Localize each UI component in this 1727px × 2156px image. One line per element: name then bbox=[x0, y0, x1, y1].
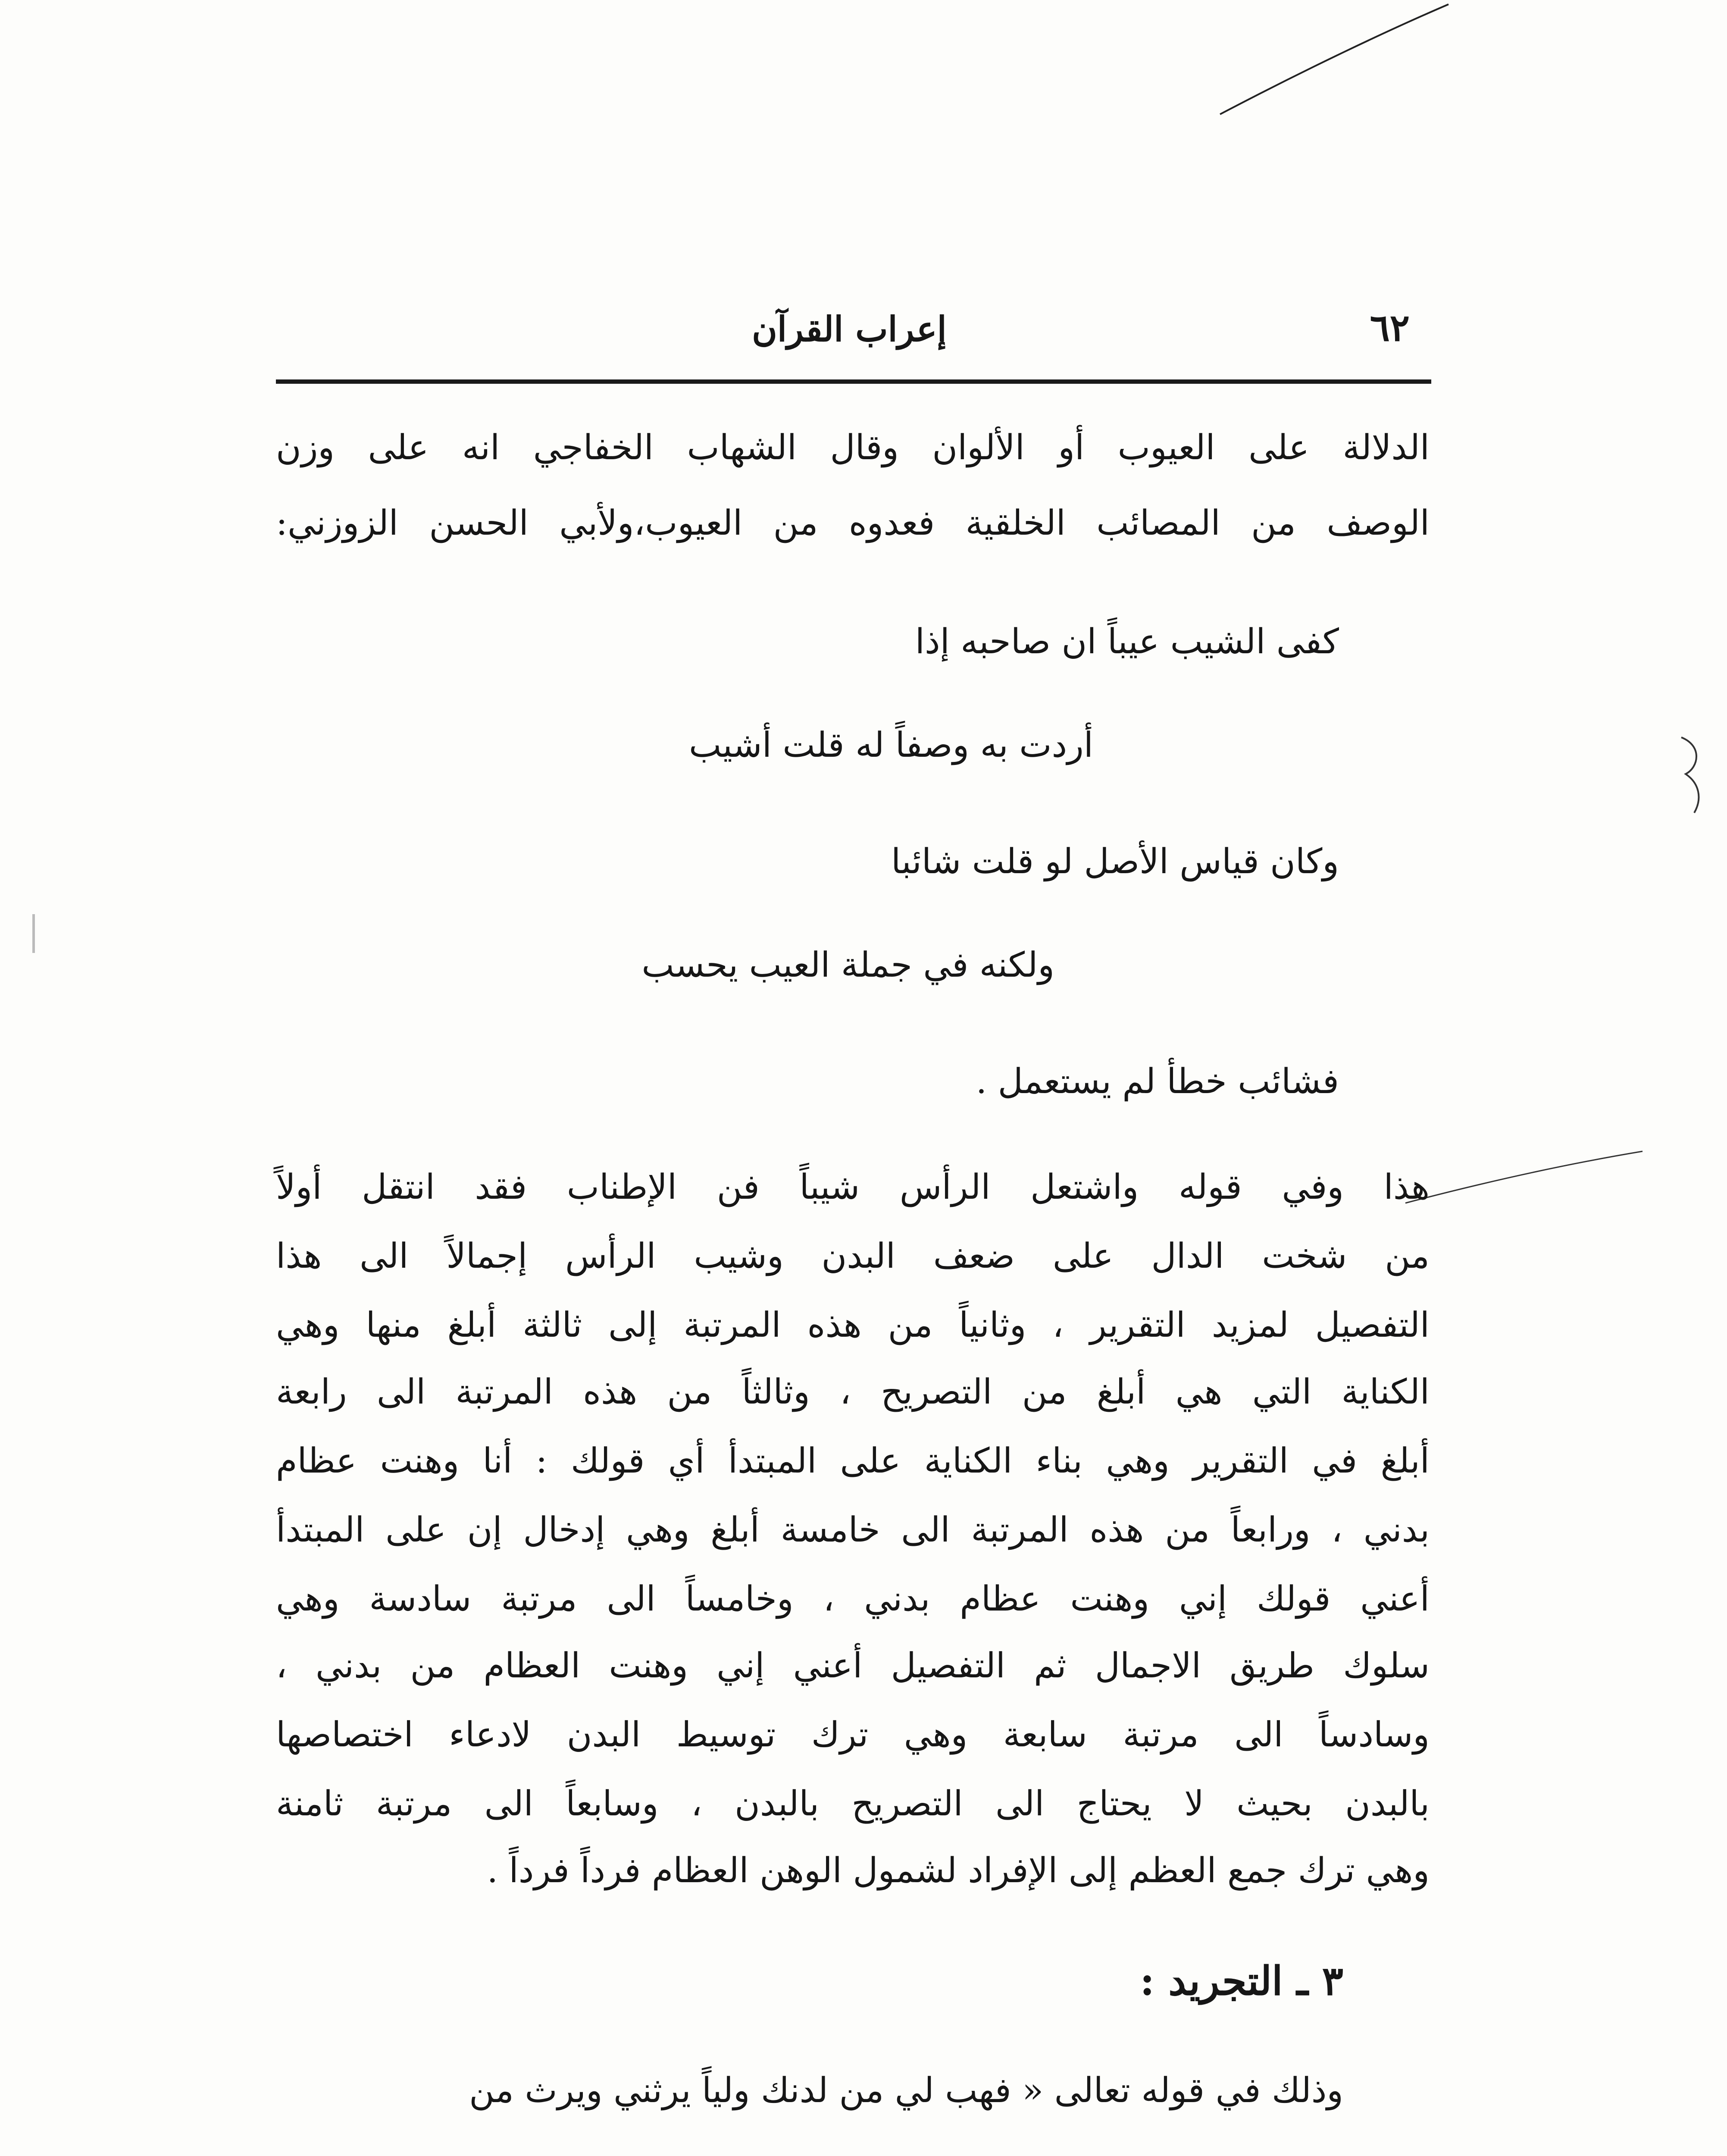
verse-2-second-hemistich: ولكنه في جملة العيب يحسب bbox=[641, 945, 1054, 985]
section-heading: ٣ ـ التجريد : bbox=[1140, 1958, 1343, 2004]
pen-stroke-mid bbox=[1401, 1147, 1660, 1207]
verse-1-first-hemistich: كفى الشيب عيباً ان صاحبه إذا bbox=[915, 621, 1339, 661]
page-header bbox=[276, 298, 1423, 367]
closing-line: فشائب خطأ لم يستعمل . bbox=[976, 1061, 1339, 1101]
paragraph-2-line-10: بالبدن بحيث لا يحتاج الى التصريح بالبدن ، وسابعاً الى مرتبة ثامنة bbox=[276, 1783, 1430, 1824]
paragraph-2-line-5: أبلغ في التقرير وهي بناء الكناية على المبتدأ أي قولك : أنا وهنت عظام bbox=[276, 1441, 1430, 1481]
verse-1-second-hemistich: أردت به وصفاً له قلت أشيب bbox=[688, 725, 1093, 765]
paragraph-2-line-7: أعني قولك إني وهنت عظام بدني ، وخامساً الى مرتبة سادسة وهي bbox=[276, 1579, 1430, 1619]
paragraph-2-line-8: سلوك طريق الاجمال ثم التفصيل أعني إني وهنت العظام من بدني ، bbox=[276, 1645, 1430, 1686]
scan-speck-left bbox=[32, 914, 35, 953]
pen-stroke-top bbox=[1207, 0, 1466, 121]
paragraph-2-line-1: هذا وفي قوله واشتعل الرأس شيباً فن الإطناب فقد انتقل أولاً bbox=[276, 1167, 1430, 1207]
paragraph-1-line-1: الدلالة على العيوب أو الألوان وقال الشهاب الخفاجي انه على وزن bbox=[276, 427, 1430, 467]
header-rule bbox=[276, 379, 1431, 384]
pen-stroke-right-margin bbox=[1673, 733, 1716, 819]
paragraph-2-line-9: وسادساً الى مرتبة سابعة وهي ترك توسيط البدن لادعاء اختصاصها bbox=[276, 1714, 1430, 1755]
paragraph-2-line-11: وهي ترك جمع العظم إلى الإفراد لشمول الوهن العظام فرداً فرداً . bbox=[487, 1850, 1430, 1890]
page-number: ٦٢ bbox=[1370, 306, 1410, 350]
paragraph-2-line-6: بدني ، ورابعاً من هذه المرتبة الى خامسة أبلغ وهي إدخال إن على المبتدأ bbox=[276, 1510, 1430, 1550]
paragraph-2-line-4: الكناية التي هي أبلغ من التصريح ، وثالثاً من هذه المرتبة الى رابعة bbox=[276, 1372, 1430, 1412]
running-title: إعراب القرآن bbox=[752, 309, 947, 349]
paragraph-2-line-3: التفصيل لمزيد التقرير ، وثانياً من هذه المرتبة إلى ثالثة أبلغ منها وهي bbox=[276, 1305, 1430, 1345]
paragraph-3-line-1: وذلك في قوله تعالى « فهب لي من لدنك ولياً يرثني ويرث من bbox=[469, 2070, 1343, 2110]
paragraph-2-line-2: من شخت الدال على ضعف البدن وشيب الرأس إجمالاً الى هذا bbox=[276, 1236, 1430, 1276]
verse-2-first-hemistich: وكان قياس الأصل لو قلت شائبا bbox=[891, 841, 1339, 881]
paragraph-1-line-2: الوصف من المصائب الخلقية فعدوه من العيوب،ولأبي الحسن الزوزني: bbox=[276, 503, 1430, 543]
